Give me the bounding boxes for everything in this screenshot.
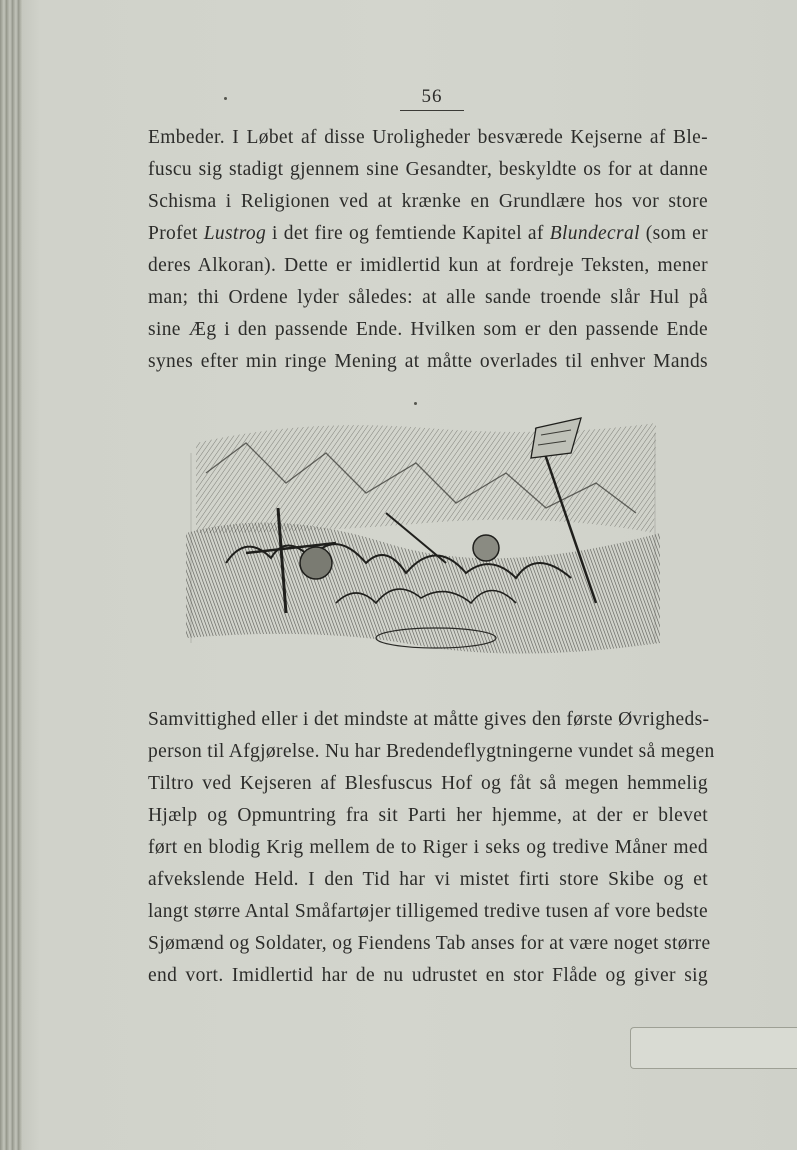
text-line: ført en blodig Krig mellem de to Riger i seks og tredive Måner med	[148, 837, 708, 858]
text-line: fuscu sig stadigt gjennem sine Gesandter, beskyldte os for at danne	[148, 159, 708, 180]
ink-speck	[224, 97, 227, 100]
text-line: afvekslende Held. I den Tid har vi mistet firti store Skibe og et	[148, 869, 708, 890]
battle-scene-illustration	[186, 413, 660, 658]
paragraph-bottom	[148, 704, 715, 992]
text-line: Tiltro ved Kejseren af Blesfuscus Hof og fåt så megen hemmelig	[148, 773, 708, 794]
text-line: Sjømænd og Soldater, og Fiendens Tab anses for at være noget større	[148, 933, 711, 954]
text-line: Schisma i Religionen ved at krænke en Grundlære hos vor store	[148, 191, 708, 212]
text-line: langt større Antal Småfartøjer tilligemed tredive tusen af vore bedste	[148, 901, 709, 922]
page-number: 56	[400, 86, 464, 111]
text-span: Profet	[148, 223, 204, 244]
text-line: Embeder. I Løbet af disse Uroligheder besværede Kejserne af Ble-	[148, 127, 708, 148]
text-span: (som er	[639, 223, 708, 244]
text-line: Samvittighed eller i det mindste at måtte gives den første Øvrigheds-	[148, 709, 710, 730]
book-binding-edge	[0, 0, 22, 1150]
text-line-with-italics	[148, 218, 708, 250]
text-line: person til Afgjørelse. Nu har Bredendeflygtningerne vundet så megen	[148, 741, 715, 762]
paper-slip	[630, 1027, 797, 1069]
text-line: deres Alkoran). Dette er imidlertid kun at fordreje Teksten, mener	[148, 255, 708, 276]
italic-name-blundecral: Blundecral	[549, 223, 640, 244]
text-line: man; thi Ordene lyder således: at alle sande troende slår Hul på	[148, 287, 708, 308]
paragraph-top	[148, 122, 708, 378]
italic-name-lustrog: Lustrog	[203, 223, 267, 244]
text-line: synes efter min ringe Mening at måtte overlades til enhver Mands	[148, 351, 708, 372]
text-line: sine Æg i den passende Ende. Hvilken som er den passende Ende	[148, 319, 708, 340]
text-span: i det fire og femtiende Kapitel af	[266, 223, 550, 244]
text-line: Hjælp og Opmuntring fra sit Parti her hjemme, at der er blevet	[148, 805, 708, 826]
text-line: end vort. Imidlertid har de nu udrustet en stor Flåde og giver sig	[148, 965, 708, 986]
ink-speck	[414, 402, 417, 405]
